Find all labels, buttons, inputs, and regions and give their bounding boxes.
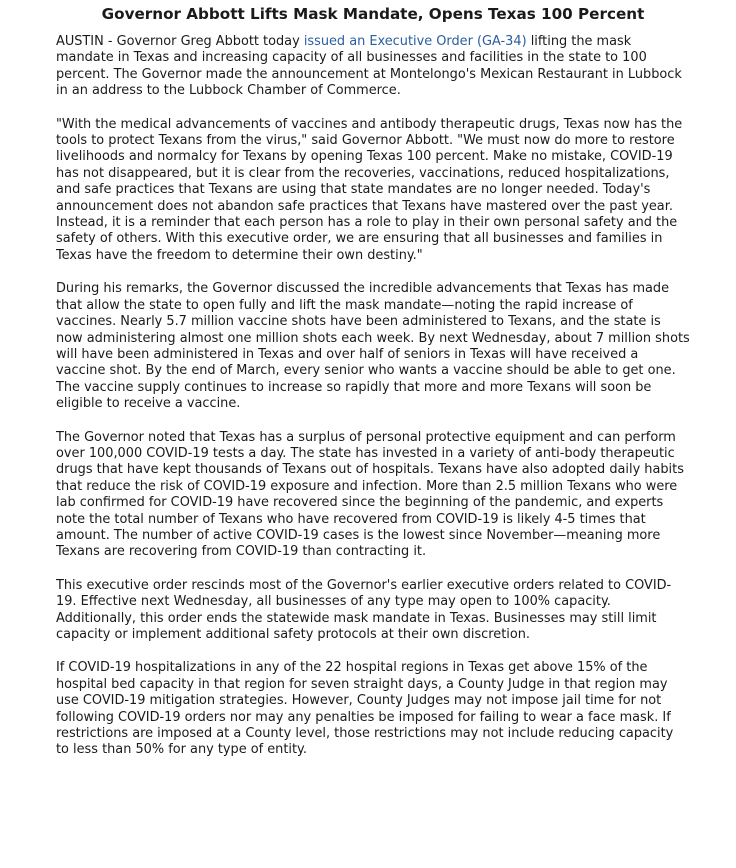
intro-text-before-link: AUSTIN - Governor Greg Abbott today: [56, 34, 304, 49]
paragraph-hospital-regions: If COVID-19 hospitalizations in any of the 22 hospital regions in Texas get above 15% of the hospital bed capacity in that region for seven straight days, a County Judge in that region may use COVID-19 mitigation strategies. However, County Judges may not impose jail time for not following COVID-19 orders nor may any penalties be imposed for failing to wear a face mask. If restrictions are imposed at a County level, those restrictions may not include reducing capacity to less than 50% for any type of entity.: [56, 660, 674, 758]
article-title: Governor Abbott Lifts Mask Mandate, Opens Texas 100 Percent: [101, 5, 645, 23]
paragraph-intro: [56, 34, 690, 100]
paragraph-order-rescinds: This executive order rescinds most of the Governor's earlier executive orders related to COVID-19. Effective next Wednesday, all businesses of any type may open to 100% capacity. Additionally, this order ends the statewide mask mandate in Texas. Businesses may still limit capacity or implement additional safety protocols at their own discretion.: [56, 577, 672, 642]
paragraph-vaccines: During his remarks, the Governor discussed the incredible advancements that Texas has made that allow the state to open fully and lift the mask mandate—noting the rapid increase of vaccines. Nearly 5.7 million vaccine shots have been administered to Texans, and the state is now administering almost one million shots each week. By next Wednesday, about 7 million shots will have been administered in Texas and over half of seniors in Texas will have received a vaccine shot. By the end of March, every senior who wants a vaccine should be able to get one. The vaccine supply continues to increase so rapidly that more and more Texans will soon be eligible to receive a vaccine.: [56, 281, 690, 412]
paragraph-ppe-testing: The Governor noted that Texas has a surplus of personal protective equipment and can perform over 100,000 COVID-19 tests a day. The state has invested in a variety of anti-body therapeutic drugs that have kept thousands of Texans out of hospitals. Texans have also adopted daily habits that reduce the risk of COVID-19 exposure and infection. More than 2.5 million Texans who were lab confirmed for COVID-19 have recovered since the beginning of the pandemic, and experts note the total number of Texans who have recovered from COVID-19 is likely 4-5 times that amount. The number of active COVID-19 cases is the lowest since November—meaning more Texans are recovering from COVID-19 than contracting it.: [56, 429, 684, 560]
paragraph-quote: "With the medical advancements of vaccines and antibody therapeutic drugs, Texas now has the tools to protect Texans from the virus," said Governor Abbott. "We must now do more to restore livelihoods and normalcy for Texans by opening Texas 100 percent. Make no mistake, COVID-19 has not disappeared, but it is clear from the recoveries, vaccinations, reduced hospitalizations, and safe practices that Texans are using that state mandates are no longer needed. Today's announcement does not abandon safe practices that Texans have mastered over the past year. Instead, it is a reminder that each person has a role to play in their own personal safety and the safety of others. With this executive order, we are ensuring that all businesses and families in Texas have the freedom to determine their own destiny.": [56, 116, 683, 263]
executive-order-link[interactable]: issued an Executive Order (GA-34): [303, 34, 527, 49]
intro-text-after-link: lifting the mask mandate in Texas and increasing capacity of all businesses and facilities in the state to 100 percent. The Governor made the announcement at Montelongo's Mexican Restaurant in Lubbock in an address to the Lubbock Chamber of Commerce.: [56, 34, 682, 99]
